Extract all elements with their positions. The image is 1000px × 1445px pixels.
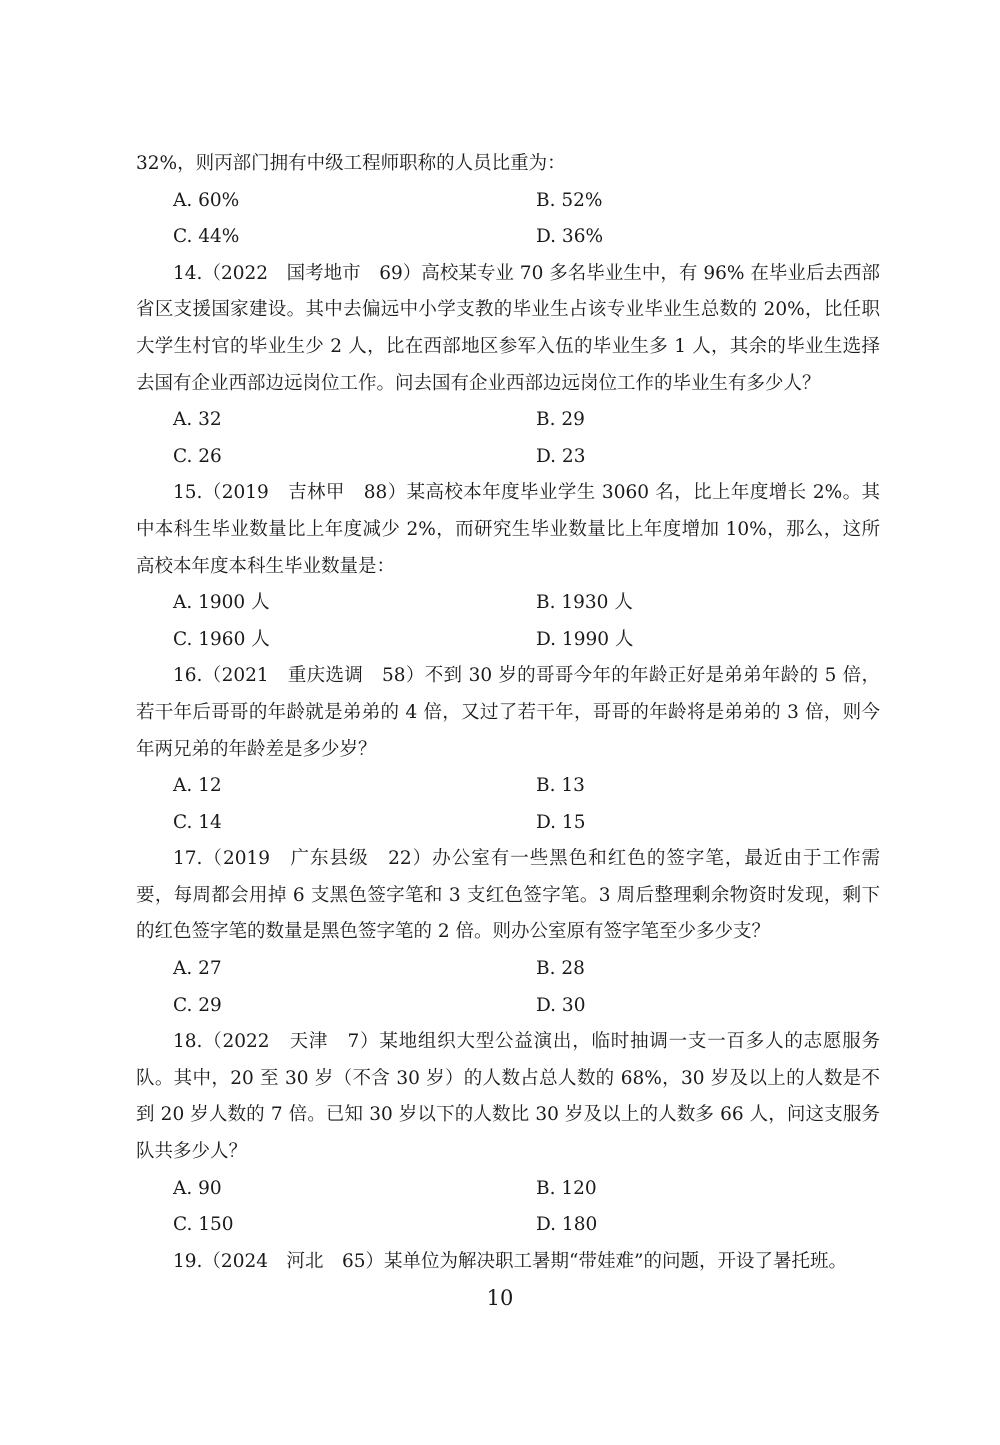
question-17-options xyxy=(136,951,880,1024)
option-b: B. 52% xyxy=(536,189,603,211)
question-16-options xyxy=(136,768,880,841)
option-b: B. 28 xyxy=(536,958,585,980)
option-b: B. 120 xyxy=(536,1177,597,1199)
option-d: D. 1990 人 xyxy=(536,628,634,650)
question-17-text: 17.（2019 广东县级 22）办公室有一些黑色和红色的签字笔，最近由于工作需要，每周都会用掉 6 支黑色签字笔和 3 支红色签字笔。3 周后整理剩余物资时发现，剩下的红色签字笔的数量是黑色签字笔的 2 倍。则办公室原有签字笔至少多少支？ xyxy=(136,848,880,943)
option-a: A. 90 xyxy=(173,1177,222,1199)
option-b: B. 29 xyxy=(536,409,585,431)
page-content xyxy=(136,146,880,1280)
option-a: A. 60% xyxy=(173,189,240,211)
option-d: D. 15 xyxy=(536,811,586,833)
option-b: B. 13 xyxy=(536,775,585,797)
option-c: C. 26 xyxy=(173,445,222,467)
option-a: A. 12 xyxy=(173,775,222,797)
question-19-text: 19.（2024 河北 65）某单位为解决职工暑期“带娃难”的问题，开设了暑托班。 xyxy=(173,1250,847,1272)
option-a: A. 32 xyxy=(173,409,222,431)
option-c: C. 1960 人 xyxy=(173,628,270,650)
option-c: C. 44% xyxy=(173,226,240,248)
question-14-options xyxy=(136,402,880,475)
question-15-text: 15.（2019 吉林甲 88）某高校本年度毕业学生 3060 名，比上年度增长 2%。其中本科生毕业数量比上年度减少 2%，而研究生毕业数量比上年度增加 10%，那么，这所高校本年度本科生毕业数量是： xyxy=(136,482,880,577)
option-c: C. 150 xyxy=(173,1214,234,1236)
page-number: 10 xyxy=(486,1286,514,1310)
option-b: B. 1930 人 xyxy=(536,592,633,614)
question-18-options xyxy=(136,1171,880,1244)
option-d: D. 180 xyxy=(536,1214,598,1236)
option-d: D. 36% xyxy=(536,226,604,248)
intro-text: 32%，则丙部门拥有中级工程师职称的人员比重为： xyxy=(136,153,566,174)
option-d: D. 30 xyxy=(536,994,586,1016)
question-16-text: 16.（2021 重庆选调 58）不到 30 岁的哥哥今年的年龄正好是弟弟年龄的 5 倍，若干年后哥哥的年龄就是弟弟的 4 倍，又过了若干年，哥哥的年龄将是弟弟的 3 倍，则今年两兄弟的年龄差是多少岁？ xyxy=(136,665,880,760)
question-18-text: 18.（2022 天津 7）某地组织大型公益演出，临时抽调一支一百多人的志愿服务队。其中，20 至 30 岁（不含 30 岁）的人数占总人数的 68%，30 岁及以上的人数是不到 20 岁人数的 7 倍。已知 30 岁以下的人数比 30 岁及以上的人数多 66 人，问这支服务队共多少人？ xyxy=(136,1031,880,1163)
option-a: A. 1900 人 xyxy=(173,592,270,614)
intro-options xyxy=(136,183,880,256)
question-14-text: 14.（2022 国考地市 69）高校某专业 70 多名毕业生中，有 96% 在毕业后去西部省区支援国家建设。其中去偏远中小学支教的毕业生占该专业毕业生总数的 20%，比任职大学生村官的毕业生少 2 人，比在西部地区参军入伍的毕业生多 1 人，其余的毕业生选择去国有企业西部边远岗位工作。问去国有企业西部边远岗位工作的毕业生有多少人？ xyxy=(136,262,880,394)
option-c: C. 14 xyxy=(173,811,222,833)
option-d: D. 23 xyxy=(536,445,586,467)
option-c: C. 29 xyxy=(173,994,222,1016)
option-a: A. 27 xyxy=(173,958,222,980)
question-15-options xyxy=(136,585,880,658)
